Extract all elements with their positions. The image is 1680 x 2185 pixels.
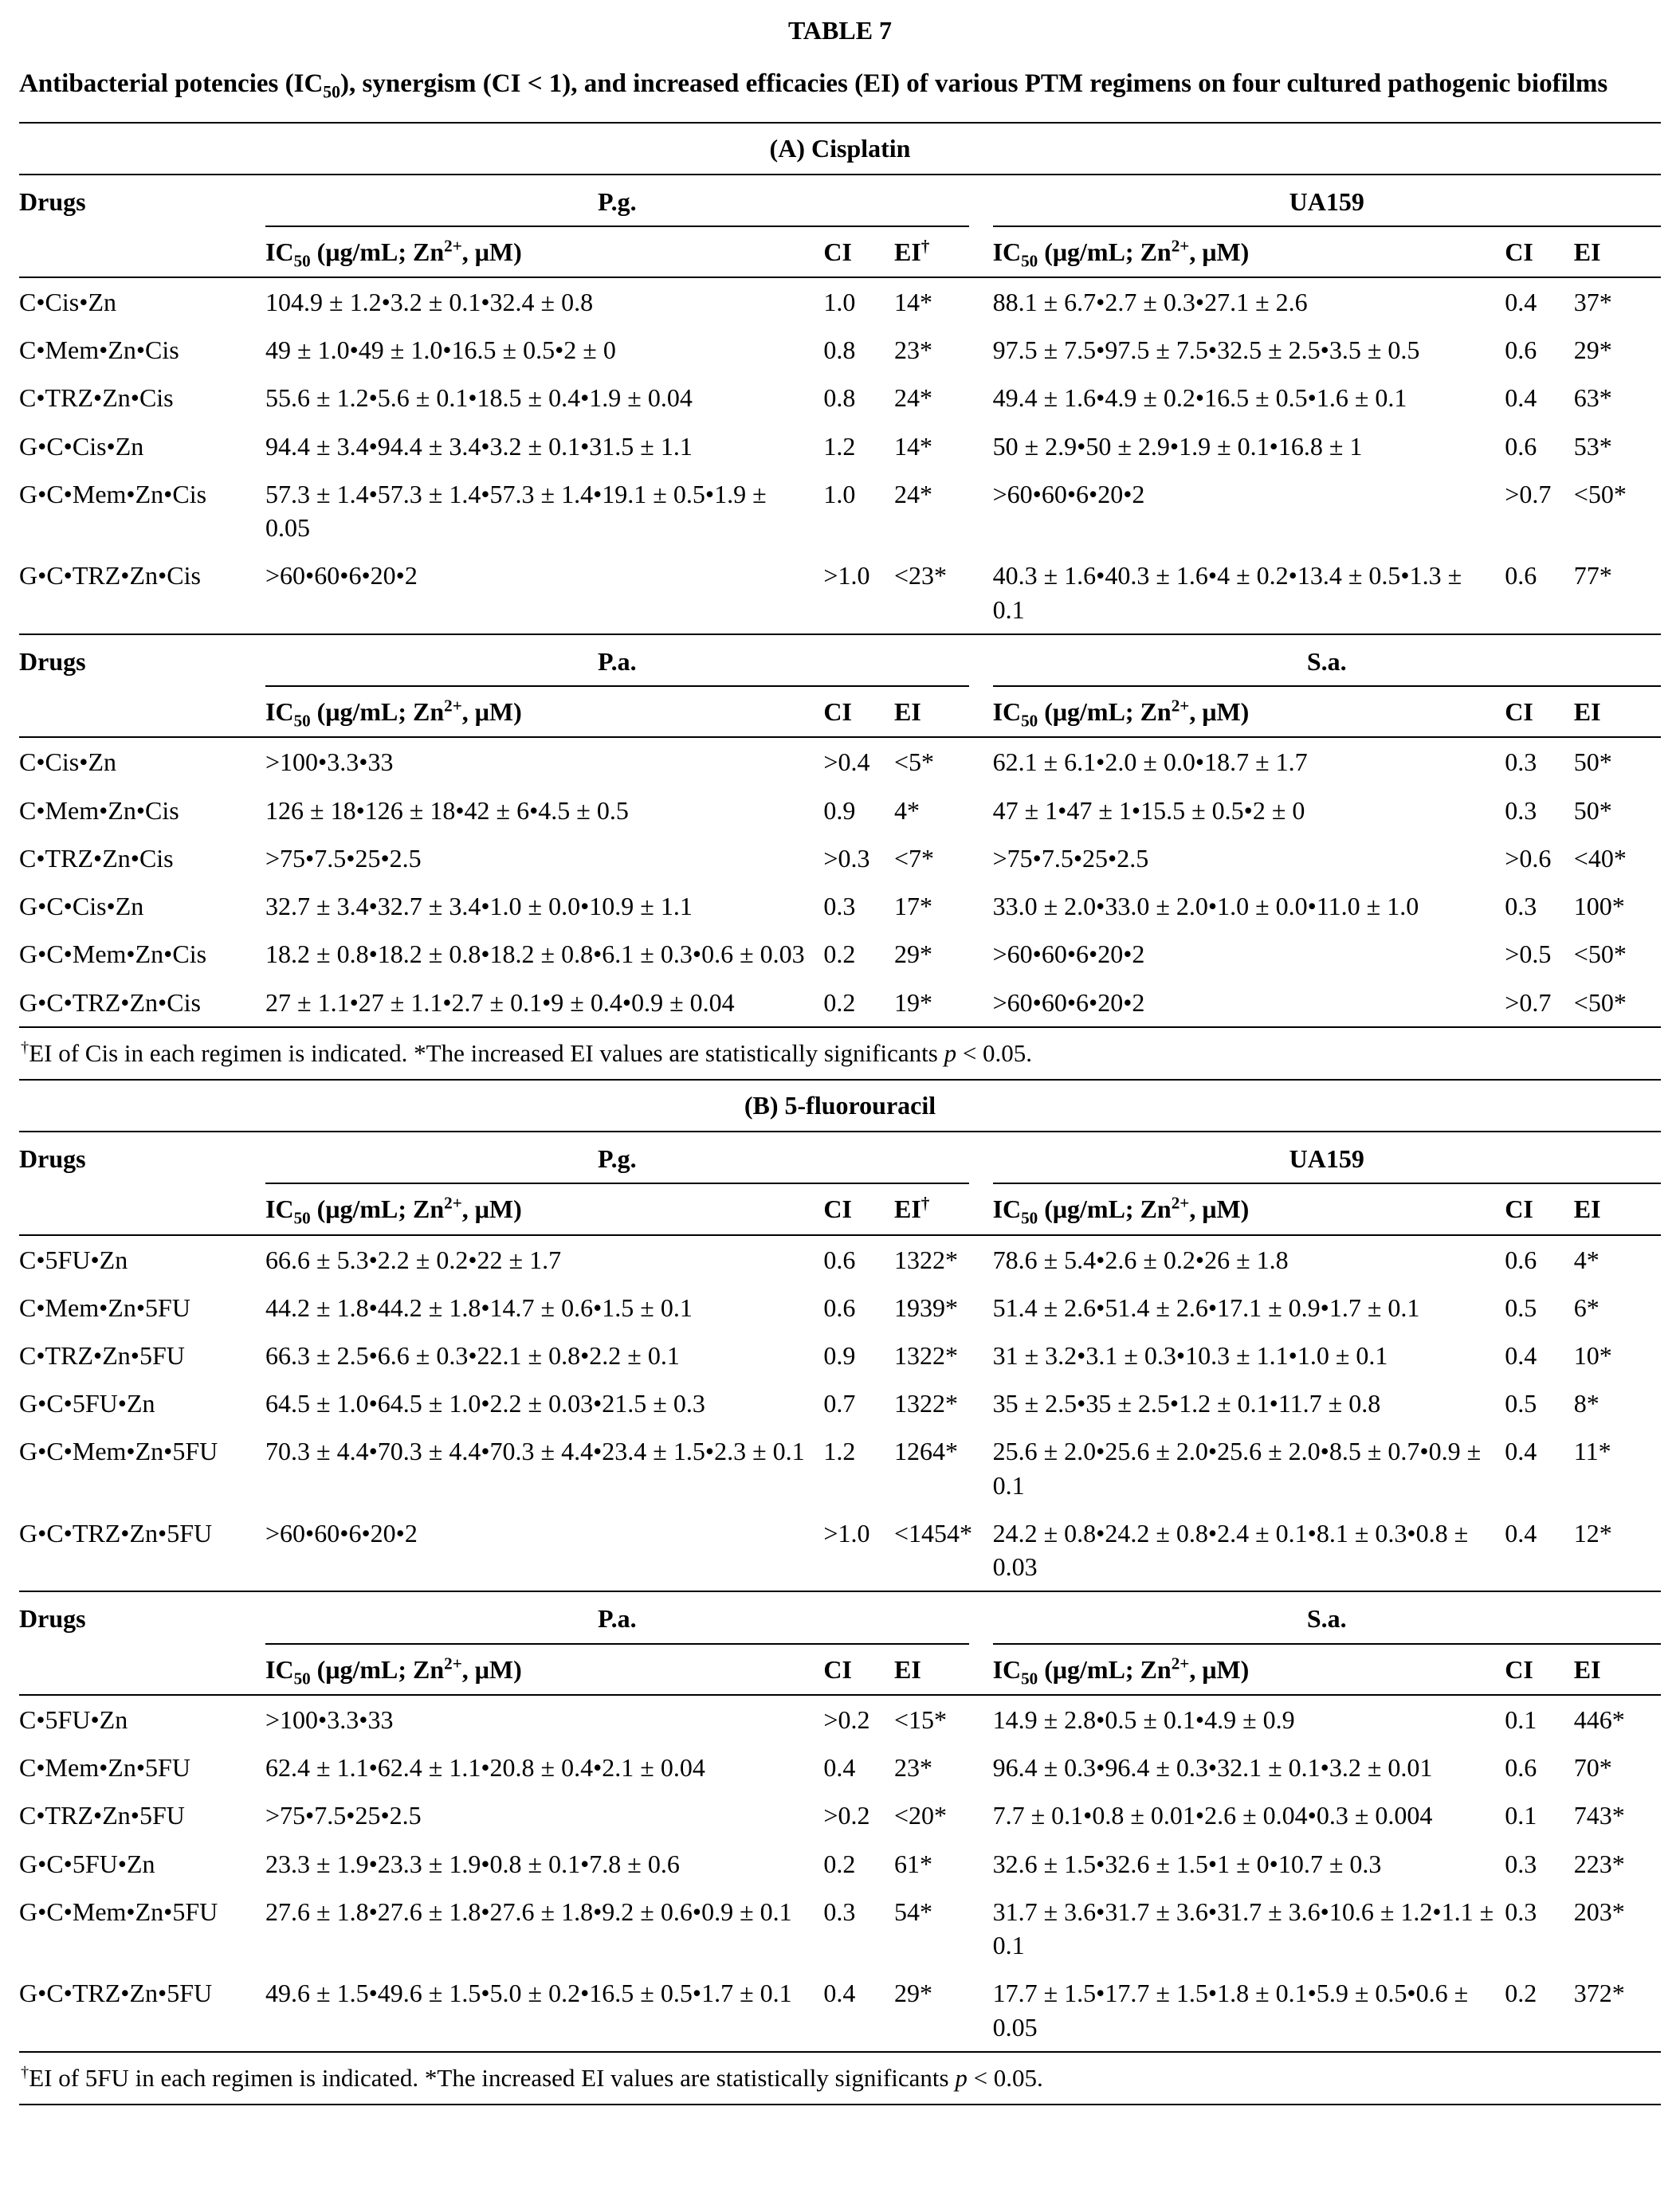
table-label: TABLE 7	[787, 16, 893, 45]
ei-value-cell: 372*	[1573, 1979, 1625, 2008]
ei-value-cell: 1322*	[893, 1245, 958, 1274]
ci-value-cell: 0.6	[823, 1245, 856, 1274]
ic50-value-cell: 32.7 ± 3.4•32.7 ± 3.4•1.0 ± 0.0•10.9 ± 1.1	[265, 892, 693, 921]
ci-value-cell: 0.6	[1505, 335, 1537, 365]
group-header-right	[993, 634, 1661, 687]
ei-value-cell: 17*	[893, 892, 932, 921]
ic50-value-cell: 94.4 ± 3.4•94.4 ± 3.4•3.2 ± 0.1•31.5 ± 1.1	[265, 431, 693, 461]
group-header-right	[993, 1591, 1661, 1644]
column-header-ic50: $IC_{50}$ (μg/mL; $Zn^{2+}$, μM)	[265, 1645, 823, 1695]
ci-value-cell: 0.5	[1505, 1389, 1537, 1418]
caption-subscript: 50	[323, 82, 341, 102]
ic50-value-cell: 17.7 ± 1.5•17.7 ± 1.5•1.8 ± 0.1•5.9 ± 0.5•0.6 ± 0.05	[992, 1979, 1469, 2042]
group-header-left	[265, 1591, 993, 1644]
dagger-mark: †	[920, 1193, 930, 1213]
table-row	[19, 979, 1661, 1026]
table-body	[19, 737, 1661, 1026]
ei-value-cell: <7*	[893, 843, 935, 873]
ci-value-cell: >0.3	[823, 843, 870, 873]
ci-value-cell: 0.3	[823, 1897, 856, 1926]
footnote-text: < 0.05.	[967, 2063, 1043, 2092]
ic50-value-cell: 57.3 ± 1.4•57.3 ± 1.4•57.3 ± 1.4•19.1 ± 0.5•1.9 ± 0.05	[265, 479, 767, 543]
column-header-ei: EI	[1574, 687, 1661, 737]
drug-name-cell: C•TRZ•Zn•5FU	[19, 1340, 185, 1370]
spacer-cell	[19, 227, 265, 277]
ei-value-cell: 19*	[893, 987, 932, 1017]
table-row	[19, 1284, 1661, 1332]
column-header-ci: CI	[1505, 227, 1574, 277]
table-row	[19, 551, 1661, 633]
panel-table-pg-ua159-cisplatin	[19, 174, 1661, 634]
column-header-ic50: $IC_{50}$ (μg/mL; $Zn^{2+}$, μM)	[265, 1184, 823, 1234]
column-header-drugs: Drugs	[19, 1604, 86, 1634]
ei-value-cell: <20*	[893, 1801, 948, 1830]
ic50-value-cell: 31.7 ± 3.6•31.7 ± 3.6•31.7 ± 3.6•10.6 ± 1.2•1.1 ± 0.1	[992, 1897, 1494, 1960]
drug-name-cell: C•5FU•Zn	[19, 1704, 128, 1734]
ic50-value-cell: 27.6 ± 1.8•27.6 ± 1.8•27.6 ± 1.8•9.2 ± 0.6•0.9 ± 0.1	[265, 1897, 792, 1926]
ic50-value-cell: 62.4 ± 1.1•62.4 ± 1.1•20.8 ± 0.4•2.1 ± 0.04	[265, 1753, 705, 1783]
caption-text: ), synergism (CI < 1), and increased efficacies (EI) of various PTM regimens on four cultured pathogenic biofilms	[340, 69, 1608, 98]
ic50-value-cell: 33.0 ± 2.0•33.0 ± 2.0•1.0 ± 0.0•11.0 ± 1.0	[992, 892, 1419, 921]
column-header-ci: CI	[823, 1184, 894, 1234]
drug-name-cell: C•TRZ•Zn•Cis	[19, 843, 174, 873]
group-label: S.a.	[1306, 1604, 1347, 1634]
column-header-drugs: Drugs	[19, 186, 86, 216]
ci-value-cell: 0.2	[823, 987, 856, 1017]
ic50-value-cell: 49.4 ± 1.6•4.9 ± 0.2•16.5 ± 0.5•1.6 ± 0.1	[992, 383, 1407, 413]
ci-value-cell: 0.1	[1505, 1801, 1537, 1830]
ei-value-cell: <23*	[893, 561, 948, 590]
ic50-value-cell: 66.6 ± 5.3•2.2 ± 0.2•22 ± 1.7	[265, 1245, 562, 1274]
column-header-ic50: $IC_{50}$ (μg/mL; $Zn^{2+}$, μM)	[993, 227, 1505, 277]
ci-value-cell: 0.3	[1505, 795, 1537, 825]
ci-value-cell: >0.7	[1505, 479, 1552, 508]
table-row	[19, 1509, 1661, 1591]
table-row	[19, 277, 1661, 326]
ic50-value-cell: >60•60•6•20•2	[992, 479, 1145, 508]
column-header-row	[19, 687, 1661, 737]
ci-value-cell: 0.4	[1505, 288, 1537, 316]
ei-value-cell: 24*	[893, 479, 932, 508]
ic50-value-cell: 78.6 ± 5.4•2.6 ± 0.2•26 ± 1.8	[992, 1245, 1289, 1274]
ci-value-cell: 0.4	[1505, 1340, 1537, 1370]
ci-value-cell: 1.2	[823, 431, 856, 461]
drug-name-cell: C•Cis•Zn	[19, 288, 116, 316]
ci-value-cell: 0.2	[823, 1849, 856, 1878]
caption-text: Antibacterial potencies (IC	[19, 69, 324, 98]
ei-value-cell: 63*	[1573, 383, 1612, 413]
dagger-mark: †	[21, 1038, 29, 1057]
group-header-row	[19, 634, 1661, 687]
ei-value-cell: 23*	[893, 1753, 932, 1783]
dagger-mark: †	[21, 2063, 29, 2081]
ei-value-cell: 743*	[1573, 1801, 1625, 1830]
spacer-cell	[19, 1645, 265, 1695]
drug-name-cell: C•Mem•Zn•5FU	[19, 1753, 190, 1783]
table-row	[19, 470, 1661, 551]
ei-value-cell: <50*	[1573, 940, 1627, 969]
ei-value-cell: 4*	[893, 795, 920, 825]
group-label: P.g.	[597, 1144, 637, 1174]
table-row	[19, 422, 1661, 470]
column-header-ei: EI	[1574, 227, 1661, 277]
ei-value-cell: 6*	[1573, 1293, 1600, 1322]
ci-value-cell: 0.6	[823, 1293, 856, 1322]
ci-value-cell: 0.5	[1505, 1293, 1537, 1322]
ci-value-cell: 0.4	[823, 1753, 856, 1783]
drug-name-cell: G•C•TRZ•Zn•5FU	[19, 1518, 213, 1548]
ic50-value-cell: >75•7.5•25•2.5	[265, 1801, 422, 1830]
table-row	[19, 737, 1661, 786]
group-label: S.a.	[1306, 646, 1347, 676]
ci-value-cell: 0.4	[1505, 1437, 1537, 1466]
column-header-ei-dagger: EI†	[894, 227, 993, 277]
ic50-value-cell: >60•60•6•20•2	[992, 940, 1145, 969]
footnote-p: p	[944, 1038, 957, 1067]
ic50-value-cell: 50 ± 2.9•50 ± 2.9•1.9 ± 0.1•16.8 ± 1	[992, 431, 1363, 461]
section-cisplatin	[19, 122, 1661, 1081]
column-header-ic50: $IC_{50}$ (μg/mL; $Zn^{2+}$, μM)	[993, 1184, 1505, 1234]
ci-value-cell: >1.0	[823, 561, 870, 590]
spacer-cell	[19, 1184, 265, 1234]
ei-value-cell: 203*	[1573, 1897, 1625, 1926]
ei-value-cell: 12*	[1573, 1518, 1612, 1548]
drug-name-cell: G•C•TRZ•Zn•Cis	[19, 987, 201, 1017]
ci-value-cell: >1.0	[823, 1518, 870, 1548]
ei-value-cell: <15*	[893, 1704, 948, 1734]
ic50-value-cell: 55.6 ± 1.2•5.6 ± 0.1•18.5 ± 0.4•1.9 ± 0.04	[265, 383, 693, 413]
ci-value-cell: 0.2	[823, 940, 856, 969]
column-header-ic50: $IC_{50}$ (μg/mL; $Zn^{2+}$, μM)	[993, 687, 1505, 737]
ei-value-cell: 77*	[1573, 561, 1612, 590]
drug-name-cell: G•C•TRZ•Zn•5FU	[19, 1979, 213, 2008]
ei-value-cell: 23*	[893, 335, 932, 365]
ei-value-cell: 11*	[1573, 1437, 1611, 1466]
ic50-value-cell: 35 ± 2.5•35 ± 2.5•1.2 ± 0.1•11.7 ± 0.8	[992, 1389, 1381, 1418]
ic50-value-cell: 24.2 ± 0.8•24.2 ± 0.8•2.4 ± 0.1•8.1 ± 0.3•0.8 ± 0.03	[992, 1518, 1469, 1582]
ic50-value-cell: 44.2 ± 1.8•44.2 ± 1.8•14.7 ± 0.6•1.5 ± 0.1	[265, 1293, 693, 1322]
ei-value-cell: 29*	[893, 940, 932, 969]
ei-value-cell: 50*	[1573, 747, 1612, 777]
ci-value-cell: 1.0	[823, 479, 856, 508]
table-row	[19, 834, 1661, 882]
ic50-value-cell: 64.5 ± 1.0•64.5 ± 1.0•2.2 ± 0.03•21.5 ± 0.3	[265, 1389, 705, 1418]
section-fluorouracil	[19, 1081, 1661, 2105]
drug-name-cell: G•C•Mem•Zn•Cis	[19, 479, 207, 508]
ci-value-cell: 0.8	[823, 383, 856, 413]
ei-value-cell: 1322*	[893, 1340, 958, 1370]
ci-value-cell: 0.8	[823, 335, 856, 365]
ic50-value-cell: 47 ± 1•47 ± 1•15.5 ± 0.5•2 ± 0	[992, 795, 1305, 825]
ic50-value-cell: 7.7 ± 0.1•0.8 ± 0.01•2.6 ± 0.04•0.3 ± 0.004	[992, 1801, 1433, 1830]
ci-value-cell: 0.6	[1505, 561, 1537, 590]
table-row	[19, 374, 1661, 422]
ci-value-cell: 0.2	[1505, 1979, 1537, 2008]
drug-name-cell: G•C•Cis•Zn	[19, 892, 144, 921]
column-header-ci: CI	[1505, 1645, 1574, 1695]
ci-value-cell: >0.5	[1505, 940, 1552, 969]
ei-value-cell: 70*	[1573, 1753, 1612, 1783]
column-header-ei: EI	[894, 1645, 993, 1695]
ic50-value-cell: 97.5 ± 7.5•97.5 ± 7.5•32.5 ± 2.5•3.5 ± 0.5	[992, 335, 1420, 365]
table-row	[19, 1332, 1661, 1379]
footnote-fluorouracil	[19, 2051, 1661, 2105]
ei-value-cell: 53*	[1573, 431, 1612, 461]
ci-value-cell: 0.4	[1505, 383, 1537, 413]
table-body	[19, 1695, 1661, 2051]
ic50-value-cell: >100•3.3•33	[265, 747, 394, 777]
ci-value-cell: 1.2	[823, 1437, 856, 1466]
section-title-fluorouracil: (B) 5-fluorouracil	[744, 1091, 936, 1120]
section-title-cisplatin: (A) Cisplatin	[769, 133, 911, 163]
table-body	[19, 277, 1661, 634]
ei-value-cell: 61*	[893, 1849, 932, 1878]
column-header-ic50: $IC_{50}$ (μg/mL; $Zn^{2+}$, μM)	[265, 227, 823, 277]
group-header-row	[19, 1591, 1661, 1644]
ci-value-cell: >0.4	[823, 747, 870, 777]
ei-value-cell: 54*	[893, 1897, 932, 1926]
ic50-value-cell: 126 ± 18•126 ± 18•42 ± 6•4.5 ± 0.5	[265, 795, 629, 825]
drug-name-cell: C•Mem•Zn•Cis	[19, 335, 179, 365]
ci-value-cell: 0.6	[1505, 1245, 1537, 1274]
ei-value-cell: <50*	[1573, 987, 1627, 1017]
column-header-drugs: Drugs	[19, 1144, 86, 1174]
drug-name-cell: G•C•Mem•Zn•5FU	[19, 1897, 218, 1926]
ic50-value-cell: 96.4 ± 0.3•96.4 ± 0.3•32.1 ± 0.1•3.2 ± 0.01	[992, 1753, 1433, 1783]
ci-value-cell: 0.6	[1505, 1753, 1537, 1783]
ic50-value-cell: >100•3.3•33	[265, 1704, 394, 1734]
column-header-ic50: $IC_{50}$ (μg/mL; $Zn^{2+}$, μM)	[265, 687, 823, 737]
ic50-value-cell: >75•7.5•25•2.5	[992, 843, 1149, 873]
group-label: UA159	[1289, 186, 1364, 216]
column-header-ci: CI	[823, 687, 894, 737]
drug-name-cell: G•C•5FU•Zn	[19, 1389, 155, 1418]
group-label: P.g.	[597, 186, 637, 216]
ic50-value-cell: 51.4 ± 2.6•51.4 ± 2.6•17.1 ± 0.9•1.7 ± 0.1	[992, 1293, 1420, 1322]
ei-value-cell: 446*	[1573, 1704, 1625, 1734]
ic50-value-cell: 66.3 ± 2.5•6.6 ± 0.3•22.1 ± 0.8•2.2 ± 0.1	[265, 1340, 680, 1370]
ic50-value-cell: >60•60•6•20•2	[992, 987, 1145, 1017]
column-header-ci: CI	[823, 1645, 894, 1695]
ic50-value-cell: 49 ± 1.0•49 ± 1.0•16.5 ± 0.5•2 ± 0	[265, 335, 616, 365]
ic50-value-cell: 18.2 ± 0.8•18.2 ± 0.8•18.2 ± 0.8•6.1 ± 0.3•0.6 ± 0.03	[265, 940, 805, 969]
ci-value-cell: 0.9	[823, 1340, 856, 1370]
group-header-right	[993, 1132, 1661, 1184]
panel-table-pa-sa-cisplatin	[19, 634, 1661, 1026]
ei-value-cell: <1454*	[893, 1518, 973, 1548]
ic50-value-cell: >75•7.5•25•2.5	[265, 843, 422, 873]
footnote-text: EI of Cis in each regimen is indicated. *The increased EI values are statistically significants	[29, 1038, 944, 1067]
column-header-ic50: $IC_{50}$ (μg/mL; $Zn^{2+}$, μM)	[993, 1645, 1505, 1695]
table-row	[19, 1791, 1661, 1839]
dagger-mark: †	[920, 236, 930, 256]
column-header-ci: CI	[823, 227, 894, 277]
table-row	[19, 1969, 1661, 2050]
ic50-value-cell: 14.9 ± 2.8•0.5 ± 0.1•4.9 ± 0.9	[992, 1704, 1295, 1734]
table-caption	[19, 66, 1661, 103]
ic50-value-cell: >60•60•6•20•2	[265, 1518, 418, 1548]
table-row	[19, 1427, 1661, 1508]
ci-value-cell: 0.9	[823, 795, 856, 825]
ci-value-cell: 0.4	[823, 1979, 856, 2008]
ci-value-cell: 0.1	[1505, 1704, 1537, 1734]
ic50-value-cell: 40.3 ± 1.6•40.3 ± 1.6•4 ± 0.2•13.4 ± 0.5•1.3 ± 0.1	[992, 561, 1462, 624]
ci-value-cell: 0.3	[823, 892, 856, 921]
group-header-row	[19, 175, 1661, 227]
drug-name-cell: G•C•TRZ•Zn•Cis	[19, 561, 201, 590]
group-label: P.a.	[597, 1604, 637, 1634]
ci-value-cell: 0.6	[1505, 431, 1537, 461]
drug-name-cell: G•C•Mem•Zn•5FU	[19, 1437, 218, 1466]
table-row	[19, 1379, 1661, 1427]
drug-name-cell: C•Cis•Zn	[19, 747, 116, 777]
ic50-value-cell: 23.3 ± 1.9•23.3 ± 1.9•0.8 ± 0.1•7.8 ± 0.6	[265, 1849, 680, 1878]
group-header-left	[265, 1132, 993, 1184]
panel-table-pa-sa-5fu	[19, 1591, 1661, 2050]
column-header-ei: EI	[1574, 1645, 1661, 1695]
ei-value-cell: 1322*	[893, 1389, 958, 1418]
ei-value-cell: <50*	[1573, 479, 1627, 508]
group-label: P.a.	[597, 646, 637, 676]
column-header-row	[19, 1184, 1661, 1234]
footnote-cisplatin	[19, 1026, 1661, 1081]
ei-value-cell: <5*	[893, 747, 935, 777]
ci-value-cell: >0.7	[1505, 987, 1552, 1017]
group-label: UA159	[1289, 1144, 1364, 1174]
ei-value-cell: 37*	[1573, 288, 1612, 316]
ei-value-cell: 8*	[1573, 1389, 1600, 1418]
ci-value-cell: 0.7	[823, 1389, 856, 1418]
ei-value-cell: 10*	[1573, 1340, 1612, 1370]
drug-name-cell: C•TRZ•Zn•5FU	[19, 1801, 185, 1830]
drug-name-cell: G•C•Cis•Zn	[19, 431, 144, 461]
ci-value-cell: 0.3	[1505, 747, 1537, 777]
ei-value-cell: 100*	[1573, 892, 1625, 921]
ei-value-cell: 14*	[893, 431, 932, 461]
ci-value-cell: 0.4	[1505, 1518, 1537, 1548]
footnote-text: EI of 5FU in each regimen is indicated. *The increased EI values are statistically significants	[29, 2063, 956, 2092]
ei-value-cell: 24*	[893, 383, 932, 413]
group-header-left	[265, 634, 993, 687]
ei-value-cell: 1939*	[893, 1293, 958, 1322]
ei-value-cell: 50*	[1573, 795, 1612, 825]
ei-value-cell: 29*	[893, 1979, 932, 2008]
ic50-value-cell: 62.1 ± 6.1•2.0 ± 0.0•18.7 ± 1.7	[992, 747, 1308, 777]
table-row	[19, 1235, 1661, 1284]
table-row	[19, 930, 1661, 978]
ei-value-cell: 1264*	[893, 1437, 958, 1466]
table-row	[19, 882, 1661, 930]
ci-value-cell: >0.2	[823, 1801, 870, 1830]
column-header-row	[19, 1645, 1661, 1695]
table-row	[19, 1695, 1661, 1744]
column-header-ei: EI	[1574, 1184, 1661, 1234]
ic50-value-cell: 27 ± 1.1•27 ± 1.1•2.7 ± 0.1•9 ± 0.4•0.9 ± 0.04	[265, 987, 735, 1017]
ic50-value-cell: 49.6 ± 1.5•49.6 ± 1.5•5.0 ± 0.2•16.5 ± 0.5•1.7 ± 0.1	[265, 1979, 792, 2008]
ci-value-cell: 0.3	[1505, 1849, 1537, 1878]
ei-value-cell: 14*	[893, 288, 932, 316]
ic50-value-cell: 70.3 ± 4.4•70.3 ± 4.4•70.3 ± 4.4•23.4 ± 1.5•2.3 ± 0.1	[265, 1437, 805, 1466]
ci-value-cell: >0.6	[1505, 843, 1552, 873]
ei-value-cell: <40*	[1573, 843, 1627, 873]
ic50-value-cell: 25.6 ± 2.0•25.6 ± 2.0•25.6 ± 2.0•8.5 ± 0.7•0.9 ± 0.1	[992, 1437, 1482, 1500]
ci-value-cell: 1.0	[823, 288, 856, 316]
drug-name-cell: C•Mem•Zn•Cis	[19, 795, 179, 825]
panel-table-pg-ua159-5fu	[19, 1131, 1661, 1591]
ic50-value-cell: 88.1 ± 6.7•2.7 ± 0.3•27.1 ± 2.6	[992, 288, 1308, 316]
ci-value-cell: 0.3	[1505, 1897, 1537, 1926]
column-header-ei-dagger: EI†	[894, 1184, 993, 1234]
drug-name-cell: C•TRZ•Zn•Cis	[19, 383, 174, 413]
drug-name-cell: G•C•Mem•Zn•Cis	[19, 940, 207, 969]
ci-value-cell: 0.3	[1505, 892, 1537, 921]
group-header-right	[993, 175, 1661, 227]
table-row	[19, 1840, 1661, 1888]
ic50-value-cell: 32.6 ± 1.5•32.6 ± 1.5•1 ± 0•10.7 ± 0.3	[992, 1849, 1382, 1878]
footnote-p: p	[955, 2063, 968, 2092]
ic50-value-cell: 31 ± 3.2•3.1 ± 0.3•10.3 ± 1.1•1.0 ± 0.1	[992, 1340, 1388, 1370]
column-header-ei: EI	[894, 687, 993, 737]
column-header-row	[19, 227, 1661, 277]
group-header-row	[19, 1132, 1661, 1184]
table-row	[19, 787, 1661, 834]
drug-name-cell: C•Mem•Zn•5FU	[19, 1293, 190, 1322]
spacer-cell	[19, 687, 265, 737]
column-header-ci: CI	[1505, 687, 1574, 737]
ei-value-cell: 223*	[1573, 1849, 1625, 1878]
ic50-value-cell: 104.9 ± 1.2•3.2 ± 0.1•32.4 ± 0.8	[265, 288, 594, 316]
ei-value-cell: 4*	[1573, 1245, 1600, 1274]
ic50-value-cell: >60•60•6•20•2	[265, 561, 418, 590]
drug-name-cell: G•C•5FU•Zn	[19, 1849, 155, 1878]
ci-value-cell: >0.2	[823, 1704, 870, 1734]
table-row	[19, 326, 1661, 374]
group-header-left	[265, 175, 993, 227]
table-row	[19, 1744, 1661, 1791]
table-row	[19, 1888, 1661, 1969]
column-header-ci: CI	[1505, 1184, 1574, 1234]
ei-value-cell: 29*	[1573, 335, 1612, 365]
footnote-text: < 0.05.	[956, 1038, 1033, 1067]
column-header-drugs: Drugs	[19, 646, 86, 676]
drug-name-cell: C•5FU•Zn	[19, 1245, 128, 1274]
table-body	[19, 1235, 1661, 1591]
